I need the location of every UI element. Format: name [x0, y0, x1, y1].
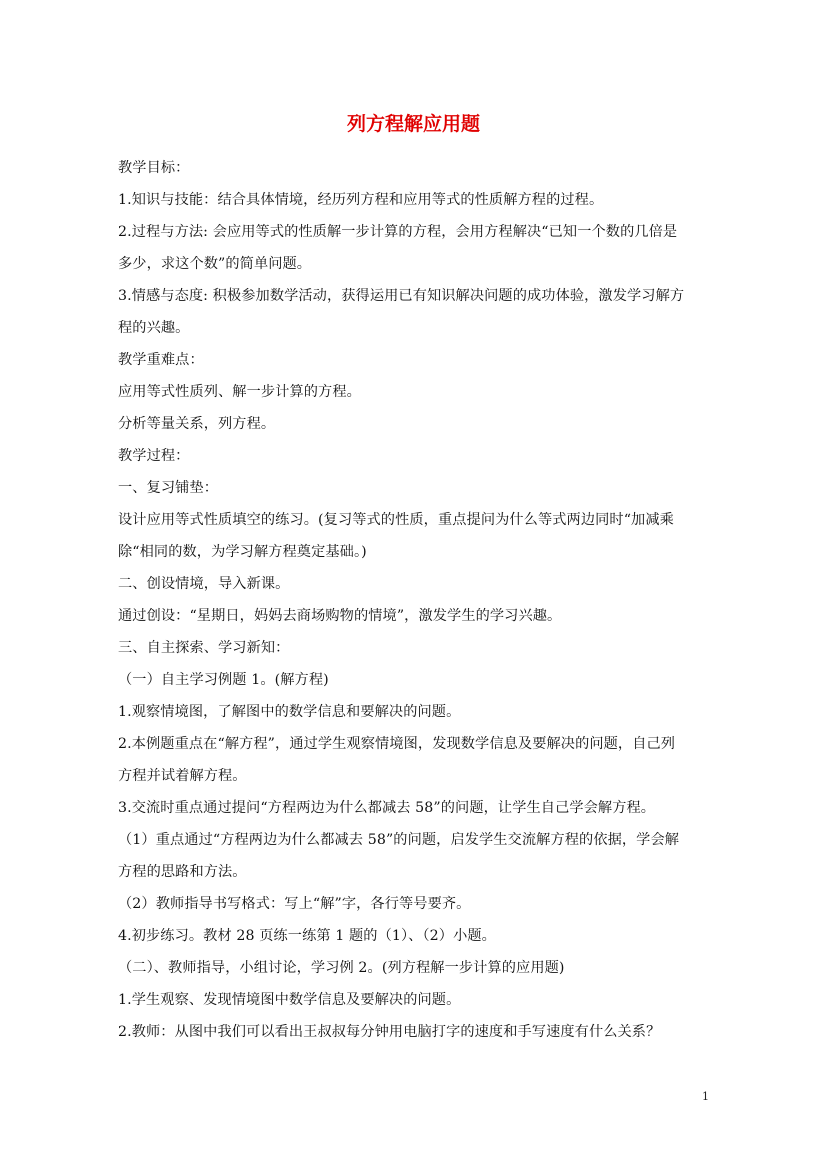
text-line: 教学过程： — [118, 448, 190, 464]
page-number: 1 — [702, 1090, 709, 1103]
text-line: 2.过程与方法: 会应用等式的性质解一步计算的方程，会用方程解决“已知一个数的几倍是 — [118, 224, 678, 240]
text-line: 方程并试着解方程。 — [118, 768, 247, 784]
text-line: 3.交流时重点通过提问“方程两边为什么都减去 58”的问题，让学生自己学会解方程。 — [118, 800, 656, 816]
text-line: （一）自主学习例题 1。(解方程) — [118, 672, 329, 688]
text-line: 分析等量关系，列方程。 — [118, 416, 276, 432]
text-line: 1.观察情境图，了解图中的数学信息和要解决的问题。 — [118, 704, 461, 720]
text-line: （2）教师指导书写格式：写上“解”字，各行等号要齐。 — [118, 896, 471, 912]
text-line: 除“相同的数，为学习解方程奠定基础。) — [118, 544, 367, 560]
text-line: 教学重难点： — [118, 352, 204, 368]
text-line: 一、复习铺垫： — [118, 480, 219, 496]
text-line: 多少，求这个数”的简单问题。 — [118, 256, 312, 272]
text-line: 程的兴趣。 — [118, 320, 190, 336]
text-line: 3.情感与态度: 积极参加数学活动，获得运用已有知识解决问题的成功体验，激发学习解方 — [118, 288, 685, 304]
text-line: 二、创设情境，导入新课。 — [118, 576, 290, 592]
text-line: 2.本例题重点在“解方程”，通过学生观察情境图，发现数学信息及要解决的问题，自己列 — [118, 736, 676, 752]
text-line: 通过创设：“星期日，妈妈去商场购物的情境”，激发学生的学习兴趣。 — [118, 608, 562, 624]
text-line: 应用等式性质列、解一步计算的方程。 — [118, 384, 361, 400]
document-title: 列方程解应用题 — [346, 113, 480, 135]
text-line: 教学目标： — [118, 160, 190, 176]
text-line: 设计应用等式性质填空的练习。(复习等式的性质，重点提问为什么等式两边同时“加减乘 — [118, 512, 674, 528]
text-line: （1）重点通过“方程两边为什么都减去 58”的问题，启发学生交流解方程的依据，学会解 — [118, 832, 680, 848]
text-line: 1.学生观察、发现情境图中数学信息及要解决的问题。 — [118, 992, 461, 1008]
text-line: （二）、教师指导，小组讨论，学习例 2。(列方程解一步计算的应用题) — [118, 960, 565, 976]
text-line: 2.教师：从图中我们可以看出王叔叔每分钟用电脑打字的速度和手写速度有什么关系？ — [118, 1024, 661, 1040]
text-line: 三、自主探索、学习新知： — [118, 640, 290, 656]
text-line: 方程的思路和方法。 — [118, 864, 247, 880]
document-body — [118, 152, 718, 1048]
text-line: 1.知识与技能：结合具体情境，经历列方程和应用等式的性质解方程的过程。 — [118, 192, 604, 208]
text-line: 4.初步练习。教材 28 页练一练第 1 题的（1）、（2）小题。 — [118, 928, 496, 944]
